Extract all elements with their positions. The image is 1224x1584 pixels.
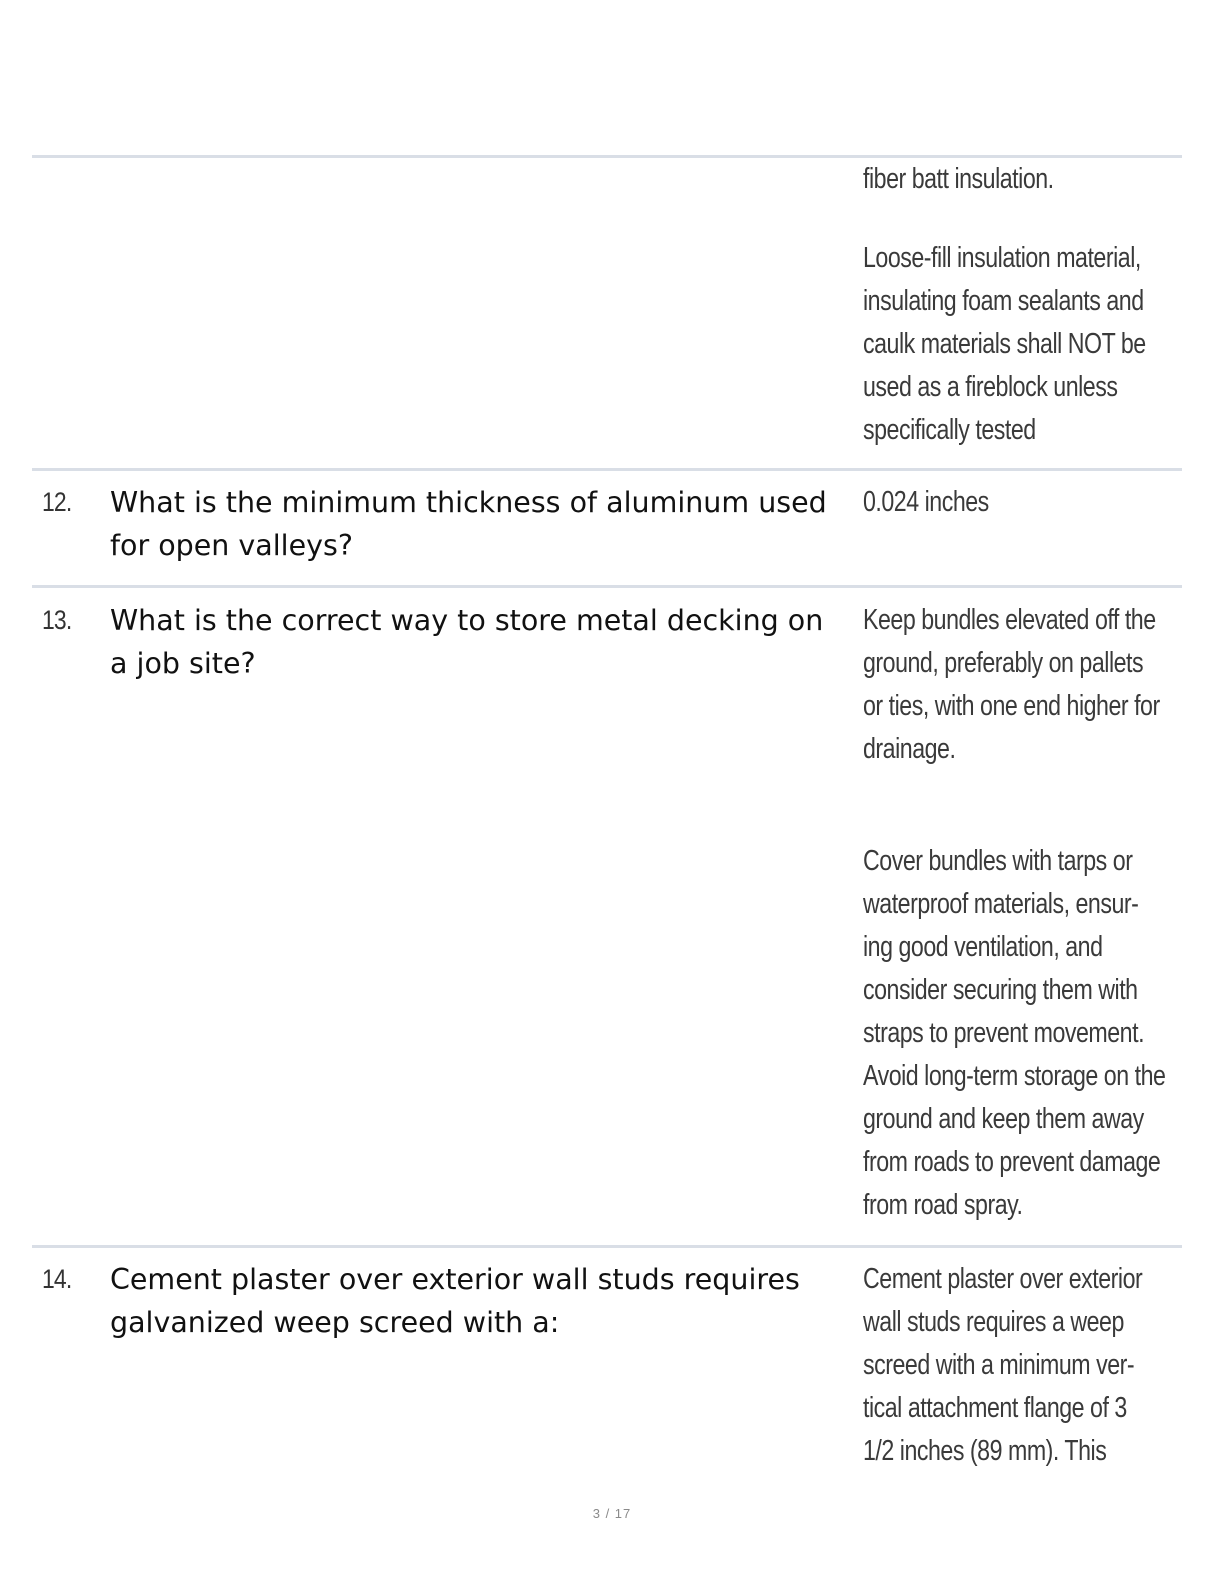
answer-line: insulating foam sealants and <box>863 285 1144 317</box>
answer-line: Keep bundles elevated off the <box>863 604 1156 636</box>
answer-line: fiber batt insulation. <box>863 163 1054 195</box>
question-line: for open valleys? <box>110 529 353 562</box>
answer-line: or ties, with one end higher for <box>863 690 1160 722</box>
answer-line: Loose-fill insulation material, <box>863 242 1141 274</box>
answer-line: Cover bundles with tarps or <box>863 845 1133 877</box>
answer-line: ground, preferably on pallets <box>863 647 1144 679</box>
answer-line: 0.024 inches <box>863 486 989 518</box>
answer-continued-part-1 <box>863 158 1151 201</box>
answer-line: Avoid long-term storage on the <box>863 1060 1166 1092</box>
answer-line: Cement plaster over exterior <box>863 1263 1143 1295</box>
question-number: 14. <box>42 1264 72 1294</box>
answer-line: used as a fireblock unless <box>863 371 1118 403</box>
question-text <box>110 599 855 685</box>
answer-line: drainage. <box>863 733 956 765</box>
question-line: What is the correct way to store metal decking on <box>110 604 824 637</box>
question-line: What is the minimum thickness of aluminum used <box>110 486 827 519</box>
question-text <box>110 1258 855 1344</box>
answer-line: from road spray. <box>863 1189 1023 1221</box>
question-number: 13. <box>42 605 72 635</box>
answer-line: from roads to prevent damage <box>863 1146 1161 1178</box>
answer-line: specifically tested <box>863 414 1036 446</box>
answer-line: screed with a minimum ver- <box>863 1349 1135 1381</box>
row-divider <box>32 468 1182 471</box>
answer-text-part-2 <box>863 840 1166 1227</box>
answer-text <box>863 1258 1151 1473</box>
question-line: a job site? <box>110 647 256 680</box>
answer-line: waterproof materials, ensur- <box>863 888 1139 920</box>
answer-text <box>863 481 1151 524</box>
question-number: 12. <box>42 487 72 517</box>
question-text <box>110 481 855 567</box>
answer-line: ing good ventilation, and <box>863 931 1103 963</box>
row-divider <box>32 1245 1182 1248</box>
answer-line: caulk materials shall NOT be <box>863 328 1146 360</box>
question-line: Cement plaster over exterior wall studs requires <box>110 1263 800 1296</box>
row-divider <box>32 585 1182 588</box>
answer-text-part-1 <box>863 599 1160 771</box>
answer-line: 1/2 inches (89 mm). This <box>863 1435 1107 1467</box>
answer-line: tical attachment flange of 3 <box>863 1392 1127 1424</box>
answer-line: wall studs requires a weep <box>863 1306 1124 1338</box>
answer-line: straps to prevent movement. <box>863 1017 1145 1049</box>
answer-line: ground and keep them away <box>863 1103 1144 1135</box>
question-line: galvanized weep screed with a: <box>110 1306 560 1339</box>
answer-line: consider securing them with <box>863 974 1138 1006</box>
answer-continued-part-2 <box>863 237 1151 452</box>
page-indicator: 3 / 17 <box>592 1506 632 1521</box>
